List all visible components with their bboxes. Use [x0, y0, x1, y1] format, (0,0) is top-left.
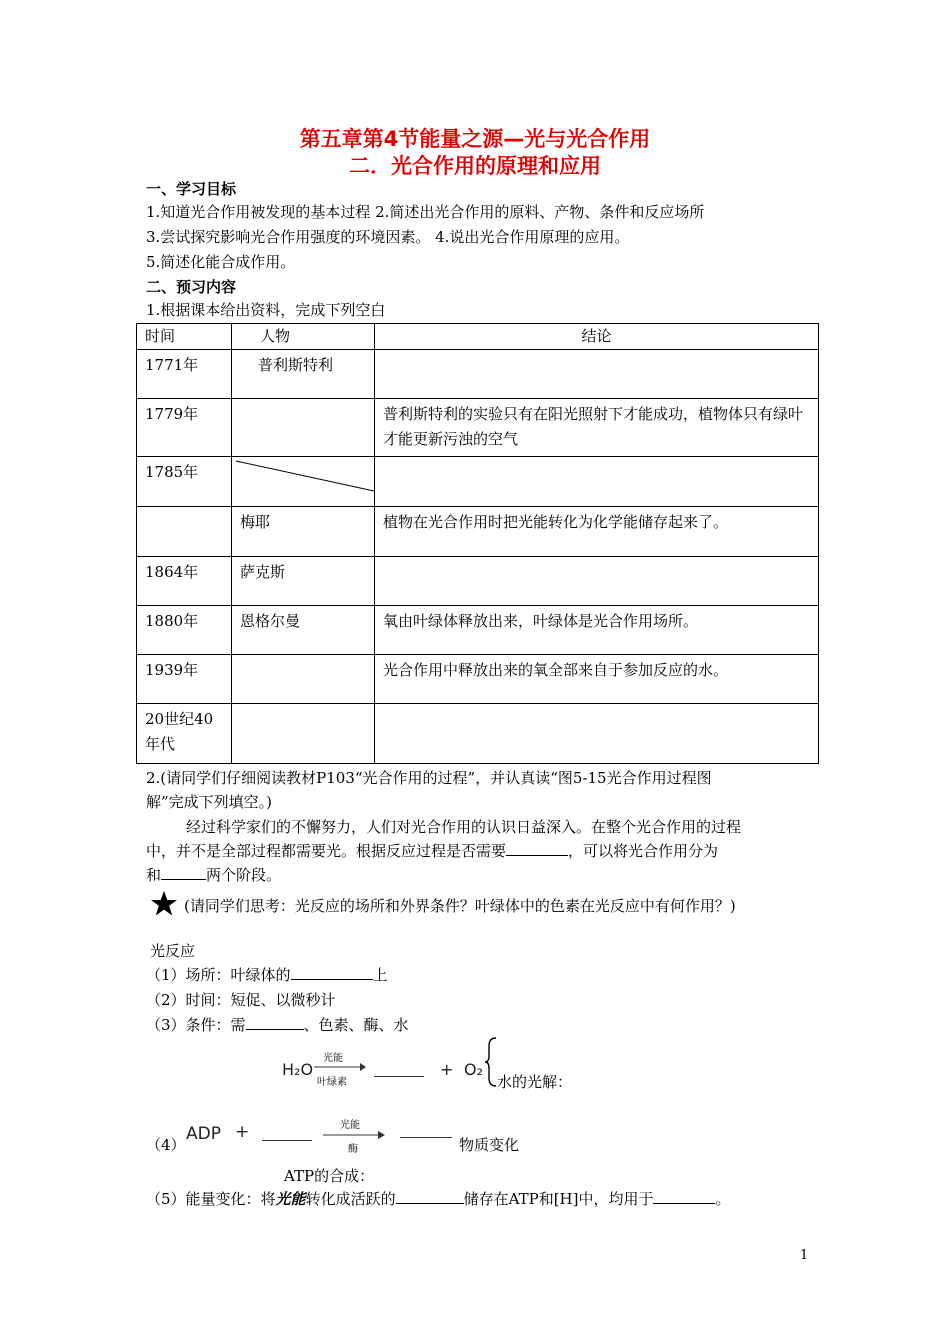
page-number: 1	[800, 1248, 809, 1263]
brace-icon	[484, 1036, 498, 1088]
eq2-number: （4）	[146, 1136, 186, 1154]
energy-change-line	[146, 1187, 731, 1211]
table-header-row	[137, 324, 819, 350]
cell-conclusion: 植物在光合作用时把光能转化为化学能储存起来了。	[375, 507, 819, 557]
condition-suffix: 、色素、酶、水	[303, 1016, 409, 1034]
eq1-plus: +	[440, 1060, 454, 1079]
table-row	[137, 704, 819, 764]
cell-time: 1771年	[137, 350, 232, 399]
cell-time: 20世纪40年代	[137, 704, 232, 764]
table-row	[137, 606, 819, 655]
eq2-label: 物质变化	[459, 1136, 520, 1154]
cell-conclusion	[375, 557, 819, 606]
energy-text-a: （5）能量变化：将	[146, 1190, 276, 1208]
light-reaction-condition	[146, 1013, 409, 1037]
header-person: 人物	[232, 324, 375, 350]
reaction-arrow-icon	[323, 1130, 385, 1140]
eq2-reactant: ADP	[186, 1124, 221, 1144]
cell-person: 萨克斯	[232, 557, 375, 606]
eq2-arrow-bottom: 酶	[348, 1144, 358, 1155]
blank-light-need[interactable]	[506, 841, 568, 856]
eq1-arrow-bottom: 叶绿素	[317, 1077, 347, 1088]
cell-person-crossed	[232, 457, 375, 507]
history-table	[136, 323, 819, 764]
item2-line-1: 2.(请同学们仔细阅读教材P103“光合作用的过程”，并认真读“图5-15光合作用过程图	[146, 769, 712, 787]
star-icon	[150, 890, 178, 917]
blank-place[interactable]	[291, 965, 373, 980]
cell-time: 1880年	[137, 606, 232, 655]
section-heading-goals: 一、学习目标	[146, 180, 237, 198]
cell-conclusion: 氧由叶绿体释放出来，叶绿体是光合作用场所。	[375, 606, 819, 655]
eq1-label: 水的光解：	[497, 1073, 573, 1091]
blank-energy-form[interactable]	[396, 1189, 464, 1204]
page-title: 第五章第4节能量之源—光与光合作用	[299, 127, 651, 151]
cell-conclusion	[375, 350, 819, 399]
para-line-2	[146, 839, 718, 863]
table-row	[137, 457, 819, 507]
para-line-3	[146, 863, 281, 887]
cell-person	[232, 704, 375, 764]
cell-person: 普利斯特利	[232, 350, 375, 399]
cell-time: 1785年	[137, 457, 232, 507]
energy-emphasis: 光能	[275, 1190, 306, 1208]
energy-text-d: 。	[715, 1190, 731, 1208]
para-line-3-text-b: 两个阶段。	[206, 866, 282, 884]
cell-conclusion	[375, 704, 819, 764]
blank-energy-use[interactable]	[653, 1189, 715, 1204]
table-row	[137, 507, 819, 557]
page-subtitle: 二．光合作用的原理和应用	[349, 154, 601, 178]
para-line-3-text-a: 和	[146, 866, 162, 884]
header-time: 时间	[137, 324, 232, 350]
think-prompt: (请同学们思考：光反应的场所和外界条件？叶绿体中的色素在光反应中有何作用？)	[184, 897, 736, 915]
cell-person: 恩格尔曼	[232, 606, 375, 655]
eq1-blank-product[interactable]	[374, 1076, 424, 1077]
place-suffix: 上	[372, 966, 388, 984]
cell-person	[232, 655, 375, 704]
goal-line-2: 3.尝试探究影响光合作用强度的环境因素。 4.说出光合作用原理的应用。	[146, 228, 630, 246]
cell-time: 1864年	[137, 557, 232, 606]
eq2-plus: +	[235, 1122, 250, 1142]
energy-text-c: 储存在ATP和[H]中，均用于	[463, 1190, 654, 1208]
para-line-2-text-b: ，可以将光合作用分为	[568, 842, 719, 860]
cell-person	[232, 399, 375, 457]
para-line-1: 经过科学家们的不懈努力，人们对光合作用的认识日益深入。在整个光合作用的过程	[186, 818, 742, 836]
eq1-reactant: H₂O	[282, 1060, 314, 1079]
cell-conclusion: 普利斯特利的实验只有在阳光照射下才能成功，植物体只有绿叶才能更新污浊的空气	[375, 399, 819, 457]
table-row	[137, 399, 819, 457]
condition-label: （3）条件：需	[146, 1016, 246, 1034]
light-reaction-time: （2）时间：短促、以微秒计	[146, 991, 336, 1009]
goal-line-3: 5.简述化能合成作用。	[146, 253, 296, 271]
eq2-blank-reactant[interactable]	[262, 1140, 312, 1141]
para-line-2-text-a: 中，并不是全部过程都需要光。根据反应过程是否需要	[146, 842, 507, 860]
cell-person: 梅耶	[232, 507, 375, 557]
item1-instruction: 1.根据课本给出资料，完成下列空白	[146, 301, 386, 319]
eq1-product: O₂	[464, 1060, 484, 1079]
item2-line-2: 解”完成下列填空。)	[146, 793, 273, 811]
cell-conclusion	[375, 457, 819, 507]
table-row	[137, 655, 819, 704]
light-reaction-heading: 光反应	[150, 942, 196, 960]
energy-text-b: 转化成活跃的	[305, 1190, 396, 1208]
cell-conclusion: 光合作用中释放出来的氧全部来自于参加反应的水。	[375, 655, 819, 704]
place-label: （1）场所：叶绿体的	[146, 966, 291, 984]
blank-stage[interactable]	[161, 865, 206, 880]
cell-time: 1779年	[137, 399, 232, 457]
eq2-blank-product[interactable]	[400, 1137, 452, 1138]
goal-line-1: 1.知道光合作用被发现的基本过程 2.简述出光合作用的原料、产物、条件和反应场所	[146, 203, 705, 221]
table-row	[137, 557, 819, 606]
header-conclusion: 结论	[375, 324, 819, 350]
light-reaction-place	[146, 963, 388, 987]
section-heading-preview: 二、预习内容	[146, 278, 237, 296]
blank-condition[interactable]	[246, 1015, 304, 1030]
cell-time	[137, 507, 232, 557]
cell-time: 1939年	[137, 655, 232, 704]
table-row	[137, 350, 819, 399]
eq2-arrow-top: 光能	[340, 1120, 360, 1131]
reaction-arrow-icon	[314, 1062, 366, 1072]
eq1-arrow-top: 光能	[323, 1053, 343, 1064]
atp-synthesis-label: ATP的合成：	[284, 1167, 375, 1185]
diagonal-strike	[232, 457, 375, 497]
